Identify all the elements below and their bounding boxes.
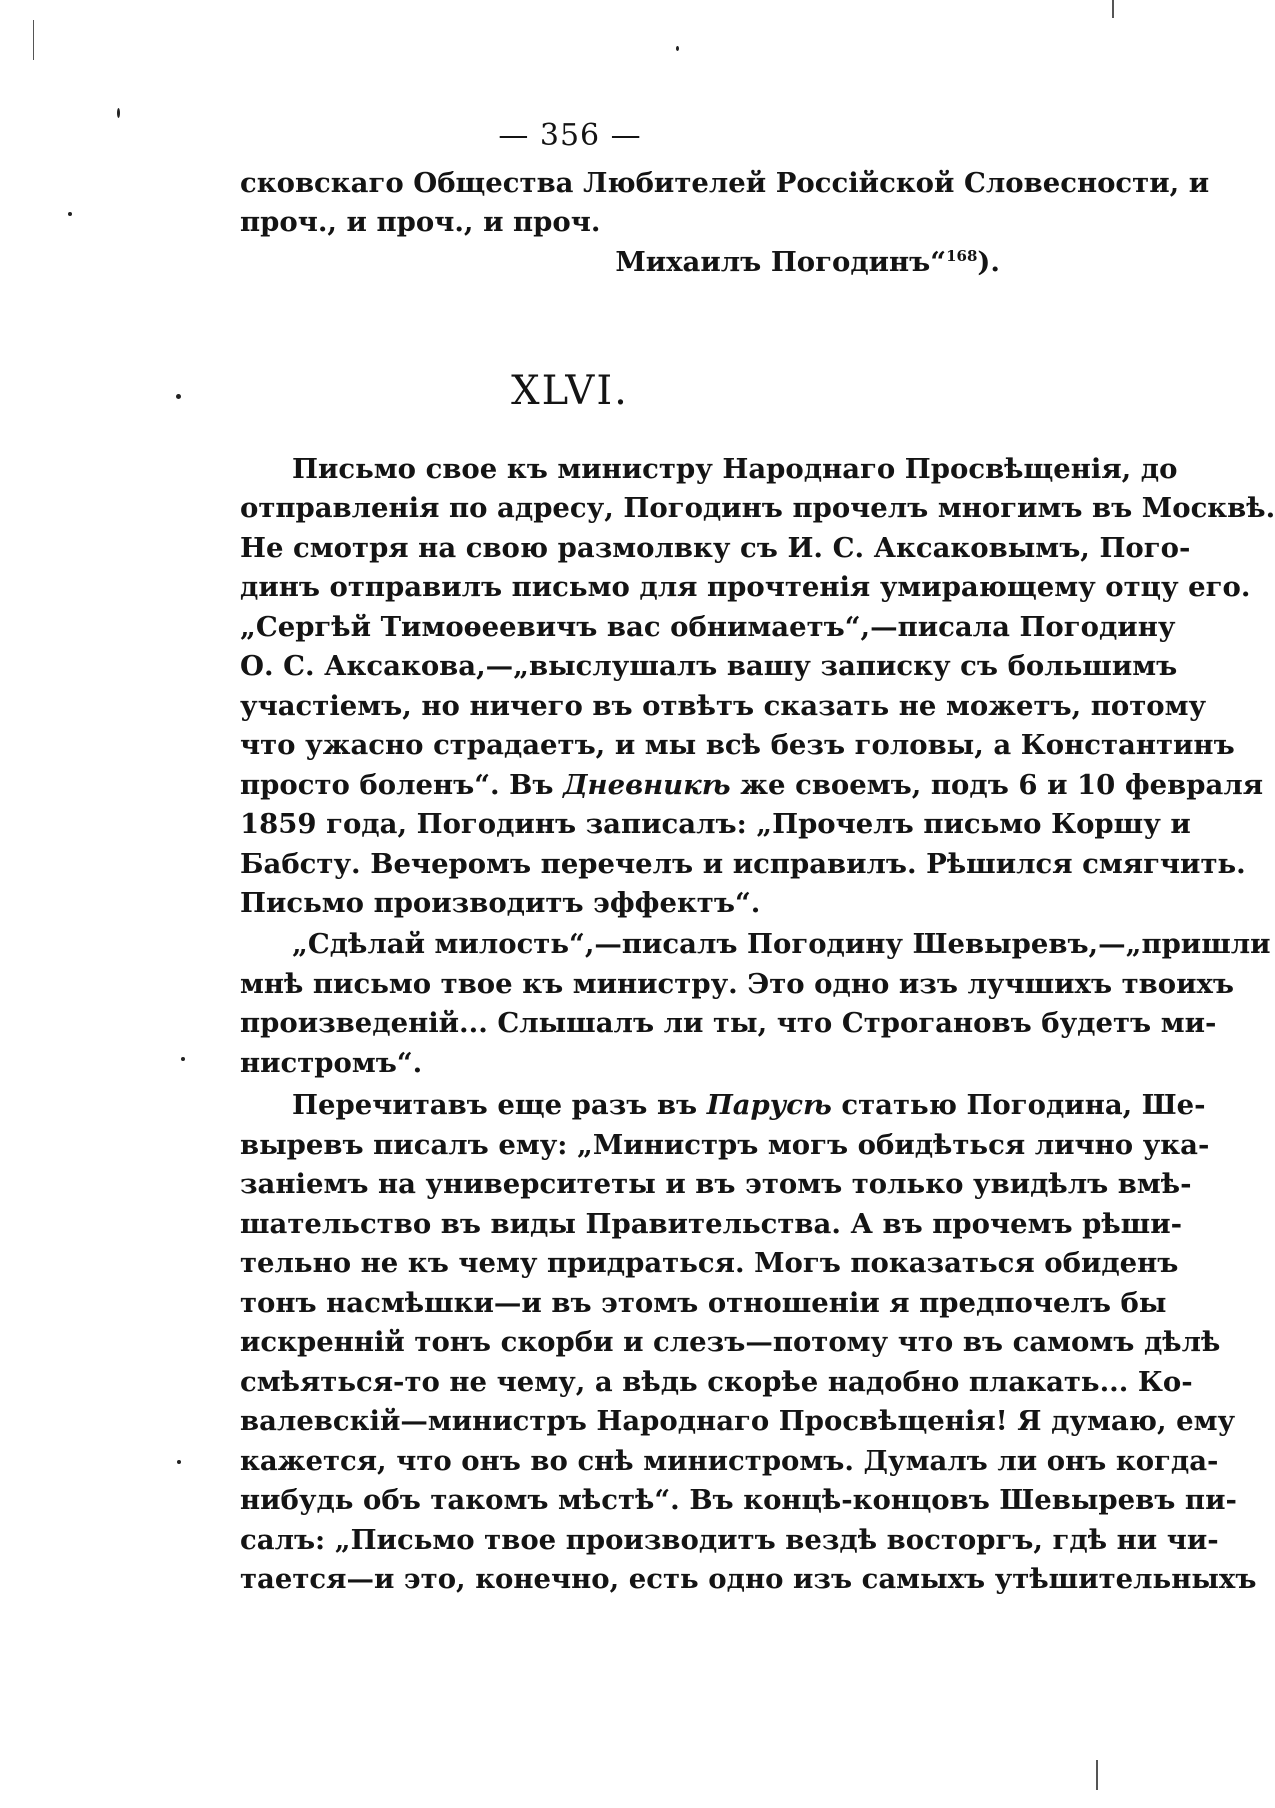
text-line: нистромъ“. bbox=[240, 1047, 423, 1079]
text-line bbox=[240, 767, 1264, 803]
text-line: заніемъ на университеты и въ этомъ только увидѣлъ вмѣ- bbox=[240, 1168, 1192, 1200]
signature-line bbox=[240, 244, 1000, 280]
text-line: „Сергѣй Тимоѳеевичъ вас обнимаетъ“,—писала Погодину bbox=[240, 611, 1176, 643]
text-line: динъ отправилъ письмо для прочтенія умирающему отцу его. bbox=[240, 571, 1251, 603]
text-line: отправленія по адресу, Погодинъ прочелъ многимъ въ Москвѣ. bbox=[240, 492, 1275, 524]
text-line: искренній тонъ скорби и слезъ—потому что въ самомъ дѣлѣ bbox=[240, 1326, 1221, 1358]
text-line: Письмо свое къ министру Народнаго Просвѣщенія, до bbox=[292, 453, 1178, 485]
scan-speck bbox=[177, 1460, 181, 1464]
text-segment: просто боленъ“. Въ bbox=[240, 769, 564, 801]
edge-mark bbox=[1112, 0, 1114, 18]
text-line: салъ: „Письмо твое производитъ вездѣ восторгъ, гдѣ ни чи- bbox=[240, 1524, 1219, 1556]
text-line: тается—и это, конечно, есть одно изъ самыхъ утѣшительныхъ bbox=[240, 1563, 1257, 1595]
scan-speck bbox=[68, 212, 72, 216]
text-line: кажется, что онъ во снѣ министромъ. Думалъ ли онъ когда- bbox=[240, 1445, 1219, 1477]
text-line: тонъ насмѣшки—и въ этомъ отношеніи я предпочелъ бы bbox=[240, 1287, 1167, 1319]
signature: Михаилъ Погодинъ“ bbox=[615, 246, 947, 278]
text-line: участіемъ, но ничего въ отвѣтъ сказать не можетъ, потому bbox=[240, 690, 1207, 722]
text-line: нибудь объ такомъ мѣстѣ“. Въ концѣ-концовъ Шевыревъ пи- bbox=[240, 1484, 1237, 1516]
text-line: О. С. Аксакова,—„выслушалъ вашу записку съ большимъ bbox=[240, 650, 1178, 682]
footnote-ref: 168 bbox=[946, 246, 978, 265]
text-line: произведеній... Слышалъ ли ты, что Строгановъ будетъ ми- bbox=[240, 1007, 1217, 1039]
text-line: смѣяться-то не чему, а вѣдь скорѣе надобно плакать... Ко- bbox=[240, 1366, 1193, 1398]
text-line bbox=[292, 1087, 1206, 1123]
text-line: тельно не къ чему придраться. Могъ показаться обиденъ bbox=[240, 1247, 1179, 1279]
signature-close: ). bbox=[977, 246, 1000, 278]
text-segment: статью Погодина, Ше- bbox=[831, 1089, 1206, 1121]
text-line: мнѣ письмо твое къ министру. Это одно изъ лучшихъ твоихъ bbox=[240, 968, 1235, 1000]
text-line: Письмо производитъ эффектъ“. bbox=[240, 887, 761, 919]
text-line: сковскаго Общества Любителей Россійской Словесности, и bbox=[240, 167, 1210, 199]
text-line: 1859 года, Погодинъ записалъ: „Прочелъ письмо Коршу и bbox=[240, 808, 1191, 840]
scan-speck bbox=[117, 108, 120, 118]
text-line: проч., и проч., и проч. bbox=[240, 206, 601, 238]
edge-mark bbox=[33, 20, 34, 60]
text-line: Бабсту. Вечеромъ перечелъ и исправилъ. Рѣшился смягчить. bbox=[240, 848, 1246, 880]
text-line: выревъ писалъ ему: „Министръ могъ обидѣться лично ука- bbox=[240, 1129, 1210, 1161]
text-segment: Перечитавъ еще разъ въ bbox=[292, 1089, 707, 1121]
text-line: что ужасно страдаетъ, и мы всѣ безъ головы, а Константинъ bbox=[240, 729, 1235, 761]
text-line: шательство въ виды Правительства. А въ прочемъ рѣши- bbox=[240, 1208, 1183, 1240]
scan-speck bbox=[176, 394, 181, 399]
text-line: „Сдѣлай милость“,—писалъ Погодину Шевыревъ,—„пришли bbox=[292, 928, 1271, 960]
page-number: — 356 — bbox=[498, 118, 642, 153]
text-line: валевскій—министръ Народнаго Просвѣщенія! Я думаю, ему bbox=[240, 1405, 1236, 1437]
edge-mark bbox=[1096, 1760, 1098, 1790]
italic-title: Дневникѣ bbox=[563, 769, 731, 801]
text-segment: же своемъ, подъ 6 и 10 февраля bbox=[730, 769, 1264, 801]
scan-speck bbox=[676, 46, 679, 51]
scan-speck bbox=[181, 1057, 185, 1061]
italic-title: Парусѣ bbox=[706, 1089, 832, 1121]
text-line: Не смотря на свою размолвку съ И. С. Аксаковымъ, Пого- bbox=[240, 532, 1191, 564]
chapter-title: XLVI. bbox=[511, 368, 629, 414]
